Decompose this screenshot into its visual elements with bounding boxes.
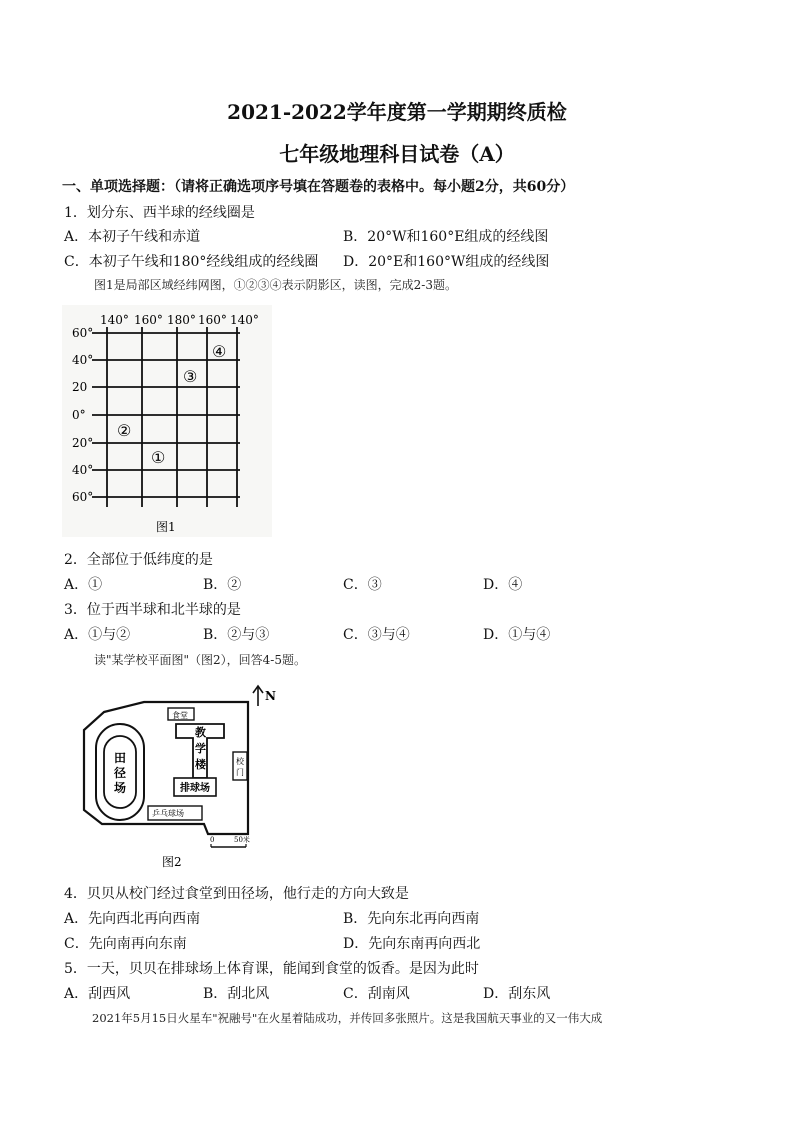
question-3-option-d: D．①与④ bbox=[483, 627, 551, 643]
question-4-option-a: A．先向西北再向西南 bbox=[64, 911, 201, 927]
teaching-char-3: 楼 bbox=[195, 758, 206, 771]
question-4-option-d: D．先向东南再向西北 bbox=[343, 936, 481, 952]
question-5-option-d: D．刮东风 bbox=[483, 986, 551, 1002]
question-5-option-a: A．刮西风 bbox=[64, 986, 131, 1002]
top-label-5: 140° bbox=[230, 313, 259, 327]
top-label-2: 160° bbox=[134, 313, 163, 327]
exam-title: 2021-2022学年度第一学期期终质检 bbox=[227, 100, 567, 124]
figure-1-lat-long-grid bbox=[62, 305, 272, 537]
question-5-option-c: C．刮南风 bbox=[343, 986, 410, 1002]
question-5-stem: 5．一天，贝贝在排球场上体育课，能闻到食堂的饭香。是因为此时 bbox=[64, 961, 479, 977]
top-label-4: 160° bbox=[198, 313, 227, 327]
canteen-label: 食堂 bbox=[172, 711, 188, 720]
figure-2-caption: 图2 bbox=[162, 855, 182, 869]
question-2-option-d: D．④ bbox=[483, 577, 523, 593]
left-label-3: 20 bbox=[72, 380, 88, 394]
track-char-2: 径 bbox=[114, 766, 127, 780]
scale-length: 50米 bbox=[234, 836, 250, 844]
top-label-1: 140° bbox=[100, 313, 129, 327]
teaching-char-2: 学 bbox=[195, 742, 206, 755]
question-3-option-a: A．①与② bbox=[64, 627, 131, 643]
marker-2: ② bbox=[117, 421, 132, 440]
figure-2-school-plan bbox=[76, 682, 282, 872]
left-label-5: 20° bbox=[72, 436, 94, 450]
top-label-3: 180° bbox=[167, 313, 196, 327]
question-2-option-c: C．③ bbox=[343, 577, 382, 593]
question-1-option-c: C．本初子午线和180°经线组成的经线圈 bbox=[64, 254, 319, 270]
pingpong-label: 乒乓球场 bbox=[152, 809, 184, 818]
marker-3: ③ bbox=[183, 367, 198, 386]
gate-char-1: 校 bbox=[236, 757, 244, 766]
scale-zero: 0 bbox=[210, 836, 215, 844]
left-label-2: 40° bbox=[72, 353, 94, 367]
volleyball-label: 排球场 bbox=[180, 783, 210, 794]
left-label-6: 40° bbox=[72, 463, 94, 477]
question-4-option-b: B．先向东北再向西南 bbox=[343, 911, 480, 927]
marker-1: ① bbox=[151, 448, 166, 467]
track-char-3: 场 bbox=[114, 781, 127, 795]
teaching-char-1: 教 bbox=[195, 726, 206, 739]
left-label-7: 60° bbox=[72, 490, 94, 504]
question-3-option-b: B．②与③ bbox=[203, 627, 270, 643]
north-label: N bbox=[265, 689, 276, 703]
passage-start: 2021年5月15日火星车"祝融号"在火星着陆成功，并传回多张照片。这是我国航天事业的又一伟大成 bbox=[92, 1011, 603, 1025]
question-2-option-a: A．① bbox=[64, 577, 103, 593]
question-3-stem: 3．位于西半球和北半球的是 bbox=[64, 602, 241, 618]
exam-subtitle: 七年级地理科目试卷（A） bbox=[279, 142, 515, 166]
left-label-1: 60° bbox=[72, 326, 94, 340]
marker-4: ④ bbox=[212, 342, 227, 361]
question-1-option-d: D．20°E和160°W组成的经线图 bbox=[343, 254, 550, 270]
section-heading: 一、单项选择题：（请将正确选项序号填在答题卷的表格中。每小题2分，共60分） bbox=[62, 179, 575, 195]
question-1-stem: 1．划分东、西半球的经线圈是 bbox=[64, 205, 255, 221]
left-label-4: 0° bbox=[72, 408, 86, 422]
question-4-option-c: C．先向南再向东南 bbox=[64, 936, 187, 952]
question-4-stem: 4．贝贝从校门经过食堂到田径场，他行走的方向大致是 bbox=[64, 886, 409, 902]
figure-2-instruction: 读"某学校平面图"（图2），回答4-5题。 bbox=[94, 653, 306, 667]
track-char-1: 田 bbox=[114, 751, 127, 765]
figure-1-caption: 图1 bbox=[156, 520, 176, 534]
question-5-option-b: B．刮北风 bbox=[203, 986, 270, 1002]
question-2-stem: 2．全部位于低纬度的是 bbox=[64, 552, 213, 568]
question-3-option-c: C．③与④ bbox=[343, 627, 410, 643]
gate-char-2: 门 bbox=[236, 768, 244, 777]
figure-1-instruction: 图1是局部区域经纬网图，①②③④表示阴影区，读图，完成2-3题。 bbox=[94, 278, 457, 292]
question-1-option-a: A．本初子午线和赤道 bbox=[64, 229, 201, 245]
question-1-option-b: B．20°W和160°E组成的经线图 bbox=[343, 229, 549, 245]
question-2-option-b: B．② bbox=[203, 577, 242, 593]
